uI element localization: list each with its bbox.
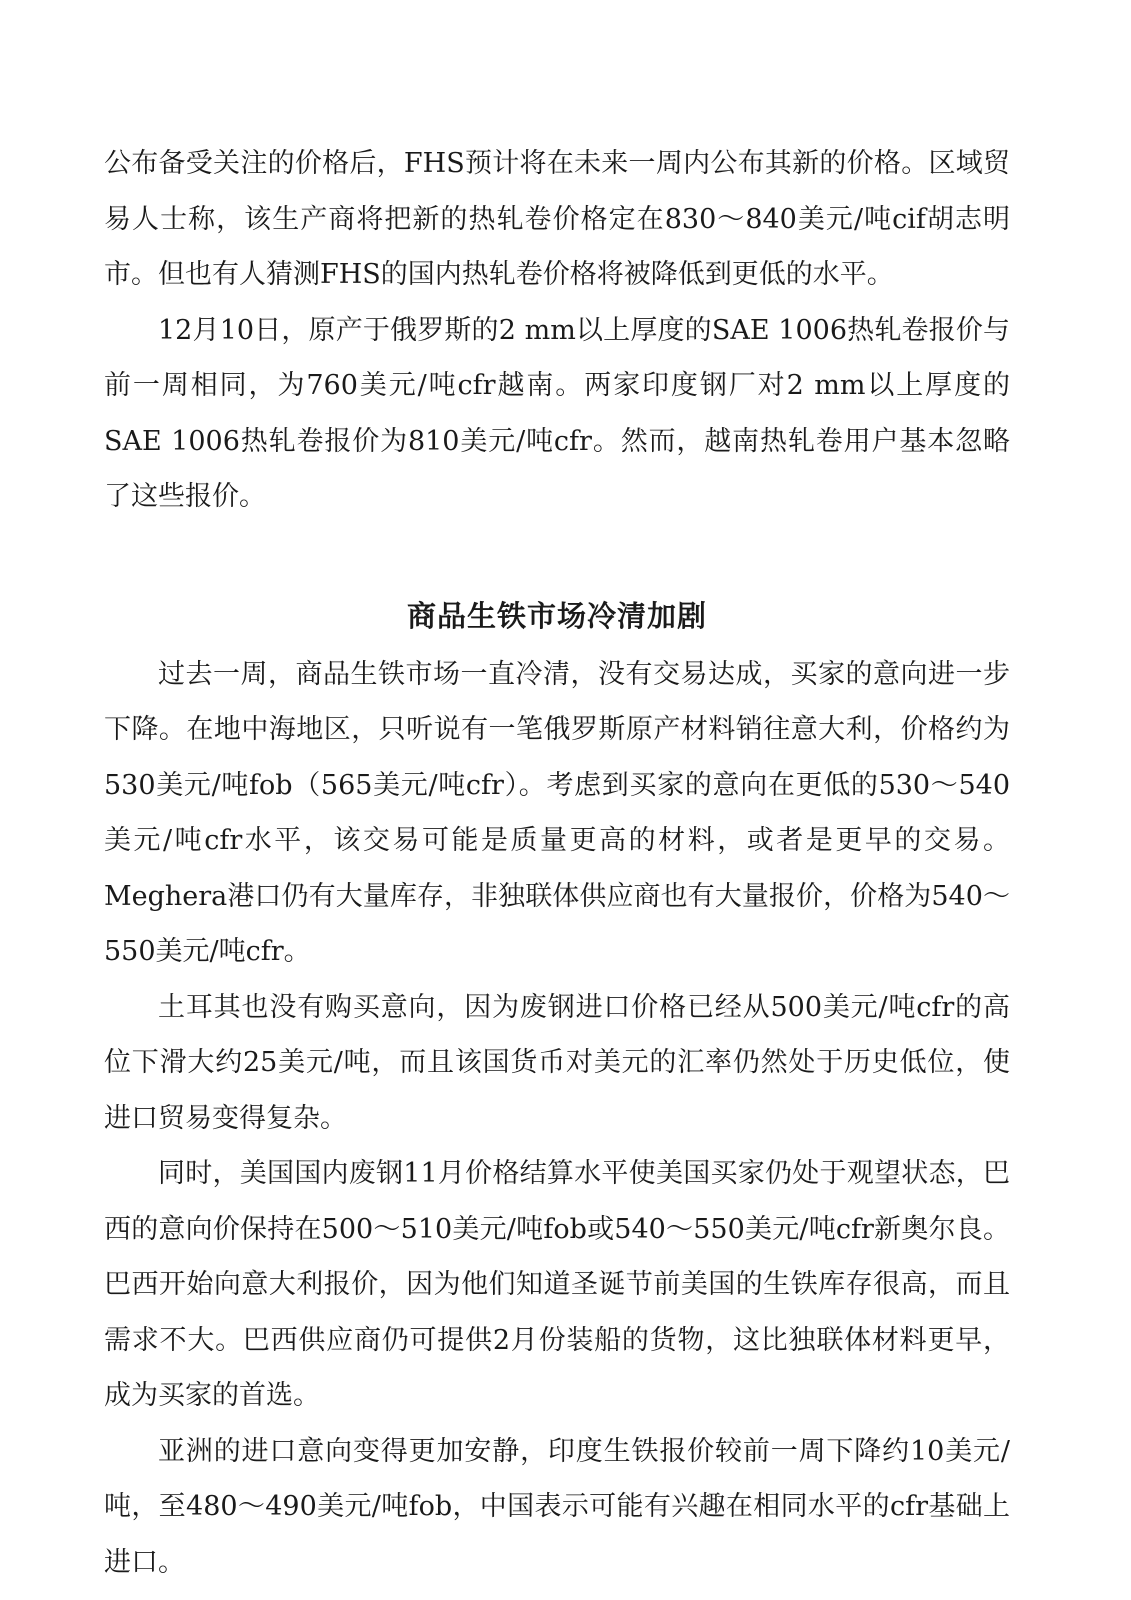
- body-paragraph: 土耳其也没有购买意向，因为废钢进口价格已经从500美元/吨cfr的高位下滑大约25美元/吨，而且该国货币对美元的汇率仍然处于历史低位，使进口贸易变得复杂。: [104, 991, 1010, 1134]
- body-paragraph: 同时，美国国内废钢11月价格结算水平使美国买家仍处于观望状态，巴西的意向价保持在500～510美元/吨fob或540～550美元/吨cfr新奥尔良。巴西开始向意大利报价，因为他们知道圣诞节前美国的生铁库存很高，而且需求不大。巴西供应商仍可提供2月份装船的货物，这比独联体材料更早，成为买家的首选。: [104, 1158, 1010, 1411]
- body-paragraph: 12月10日，原产于俄罗斯的2 mm以上厚度的SAE 1006热轧卷报价与前一周相同，为760美元/吨cfr越南。两家印度钢厂对2 mm以上厚度的SAE 1006热轧卷报价为810美元/吨cfr。然而，越南热轧卷用户基本忽略了这些报价。: [104, 314, 1010, 512]
- section-title: 商品生铁市场冷清加剧: [406, 598, 707, 633]
- document-page: [104, 136, 1010, 1590]
- body-paragraph: 公布备受关注的价格后，FHS预计将在未来一周内公布其新的价格。区域贸易人士称，该生产商将把新的热轧卷价格定在830～840美元/吨cif胡志明市。但也有人猜测FHS的国内热轧卷价格将被降低到更低的水平。: [104, 148, 1010, 290]
- body-paragraph: 过去一周，商品生铁市场一直冷清，没有交易达成，买家的意向进一步下降。在地中海地区，只听说有一笔俄罗斯原产材料销往意大利，价格约为530美元/吨fob（565美元/吨cfr）。考虑到买家的意向在更低的530～540美元/吨cfr水平，该交易可能是质量更高的材料，或者是更早的交易。Meghera港口仍有大量库存，非独联体供应商也有大量报价，价格为540～550美元/吨cfr。: [104, 658, 1010, 967]
- spacer: [104, 525, 1010, 585]
- body-paragraph: 亚洲的进口意向变得更加安静，印度生铁报价较前一周下降约10美元/吨，至480～490美元/吨fob，中国表示可能有兴趣在相同水平的cfr基础上进口。: [104, 1435, 1010, 1578]
